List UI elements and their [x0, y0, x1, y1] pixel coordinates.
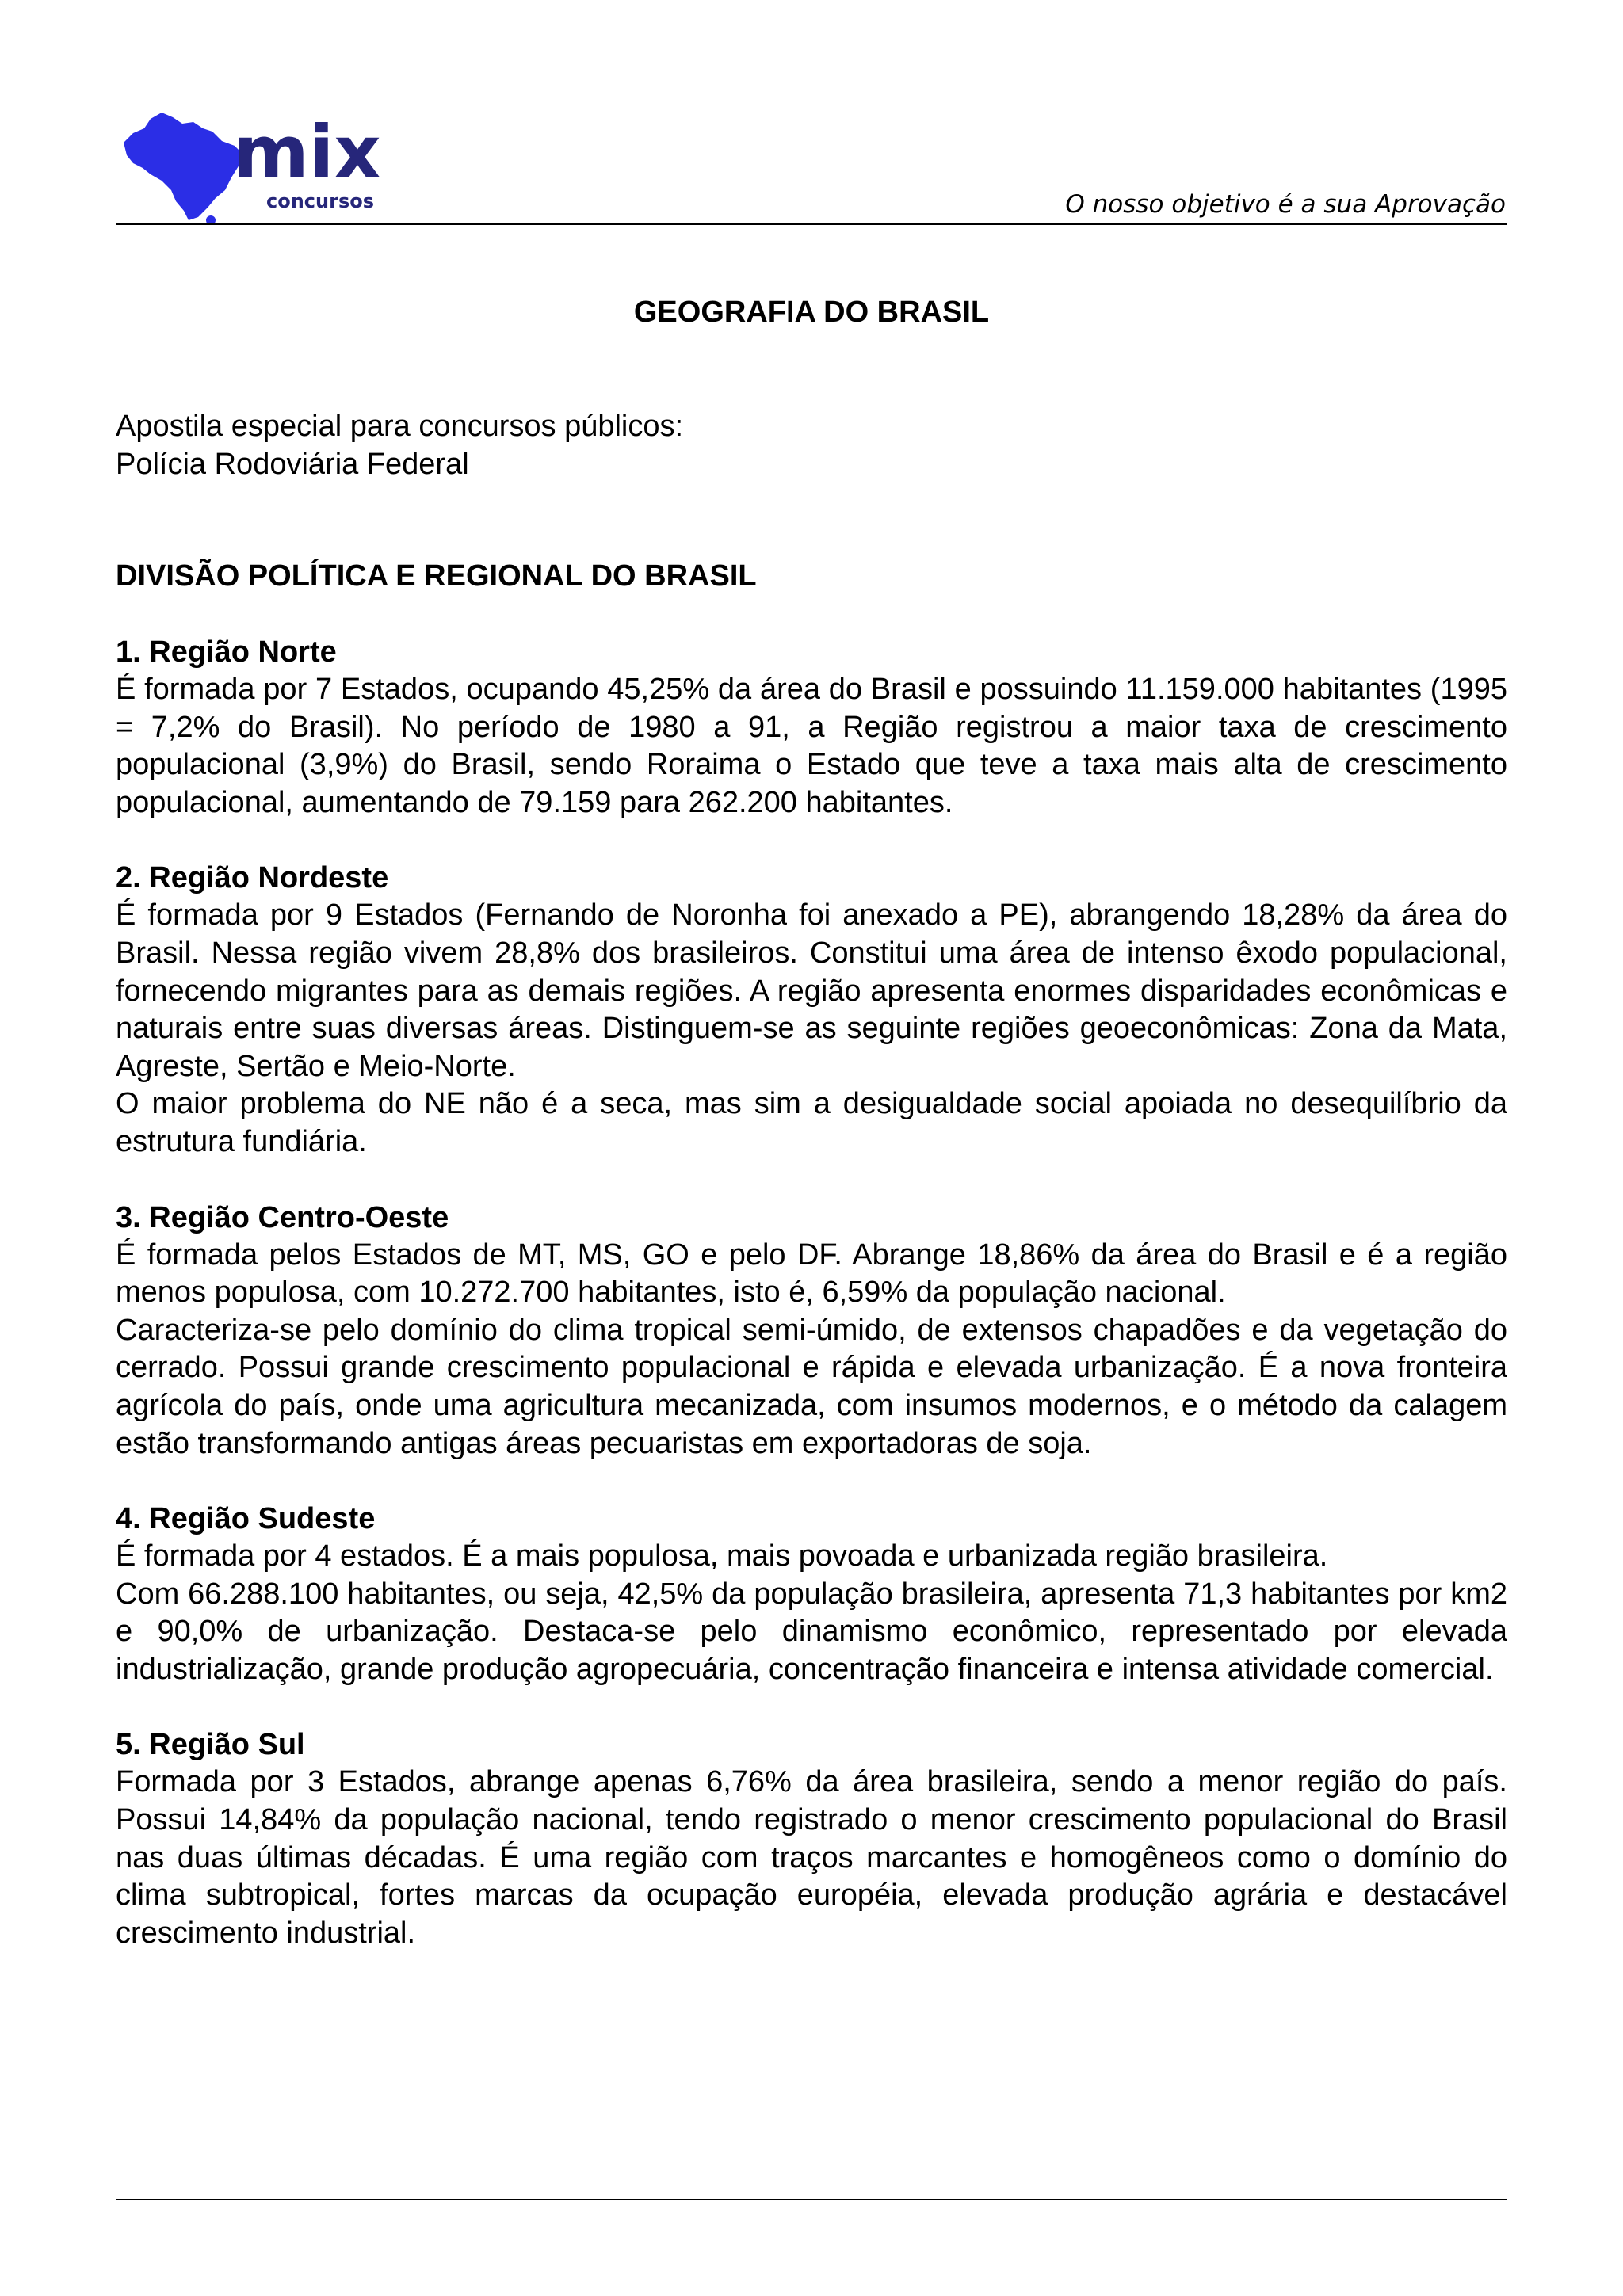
region-paragraph: É formada por 9 Estados (Fernando de Noronha foi anexado a PE), abrangendo 18,28% da área do Brasil. Nessa região vivem 28,8% dos brasileiros. Constitui uma área de intenso êxodo populacional, fornecendo migrantes para as demais regiões. A região apresenta enormes disparidades econômicas e naturais entre suas diversas áreas. Distinguem-se as seguinte regiões geoeconômicas: Zona da Mata, Agreste, Sertão e Meio-Norte. — [116, 898, 1507, 1083]
header-divider — [116, 223, 1507, 225]
region-paragraph: Com 66.288.100 habitantes, ou seja, 42,5% da população brasileira, apresenta 71,3 habitantes por km2 e 90,0% de urbanização. Destaca-se pelo dinamismo econômico, representado por elevada industrialização, grande produção agropecuária, concentração financeira e intensa atividade comercial. — [116, 1577, 1507, 1686]
region-title: 2. Região Nordeste — [116, 861, 389, 895]
region-paragraph: O maior problema do NE não é a seca, mas sim a desigualdade social apoiada no desequilíbrio da estrutura fundiária. — [116, 1087, 1507, 1158]
region-paragraph: É formada por 7 Estados, ocupando 45,25% da área do Brasil e possuindo 11.159.000 habitantes (1995 = 7,2% do Brasil). No período de 1980 a 91, a Região registrou a maior taxa de crescimento populacional (3,9%) do Brasil, sendo Roraima o Estado que teve a taxa mais alta de crescimento populacional, aumentando de 79.159 para 262.200 habitantes. — [116, 673, 1507, 819]
region-title: 1. Região Norte — [116, 635, 337, 669]
document-title: GEOGRAFIA DO BRASIL — [633, 296, 990, 329]
section-title: DIVISÃO POLÍTICA E REGIONAL DO BRASIL — [116, 559, 757, 593]
region-paragraph: É formada pelos Estados de MT, MS, GO e pelo DF. Abrange 18,86% da área do Brasil e é a região menos populosa, com 10.272.700 habitantes, isto é, 6,59% da população nacional. — [116, 1238, 1507, 1310]
region-sudeste — [116, 1500, 1507, 1688]
brazil-map-icon — [124, 113, 242, 220]
region-paragraph: Formada por 3 Estados, abrange apenas 6,76% da área brasileira, sendo a menor região do país. Possui 14,84% da população nacional, tendo registrado o menor crescimento populacional do Brasil nas duas últimas décadas. É uma região com traços marcantes e homogêneos como o domínio do clima subtropical, fortes marcas da ocupação européia, elevada produção agrária e destacável crescimento industrial. — [116, 1765, 1507, 1950]
logo-subtitle: concursos — [266, 190, 375, 212]
region-sul — [116, 1726, 1507, 1952]
region-paragraph: É formada por 4 estados. É a mais populosa, mais povoada e urbanizada região brasileira. — [116, 1539, 1328, 1573]
region-norte — [116, 633, 1507, 822]
region-title: 4. Região Sudeste — [116, 1502, 376, 1536]
footer-divider — [116, 2199, 1507, 2200]
logo-wordmark: mix — [233, 110, 381, 195]
region-paragraph: Caracteriza-se pelo domínio do clima tropical semi-úmido, de extensos chapadões e da vegetação do cerrado. Possui grande crescimento populacional e rápida e elevada urbanização. É a nova fronteira agrícola do país, onde uma agricultura mecanizada, com insumos modernos, e o método da calagem estão transformando antigas áreas pecuaristas em exportadoras de soja. — [116, 1313, 1507, 1460]
document-intro — [116, 407, 1507, 483]
region-title: 3. Região Centro-Oeste — [116, 1200, 449, 1234]
document-body — [116, 557, 1507, 1989]
intro-line: Polícia Rodoviária Federal — [116, 448, 469, 481]
mix-concursos-logo — [116, 101, 417, 228]
region-title: 5. Região Sul — [116, 1728, 305, 1762]
intro-line: Apostila especial para concursos públicos: — [116, 410, 684, 443]
header-tagline: O nosso objetivo é a sua Aprovação — [1065, 190, 1506, 219]
page-header — [116, 93, 1507, 225]
region-centro-oeste — [116, 1199, 1507, 1463]
region-nordeste — [116, 859, 1507, 1161]
